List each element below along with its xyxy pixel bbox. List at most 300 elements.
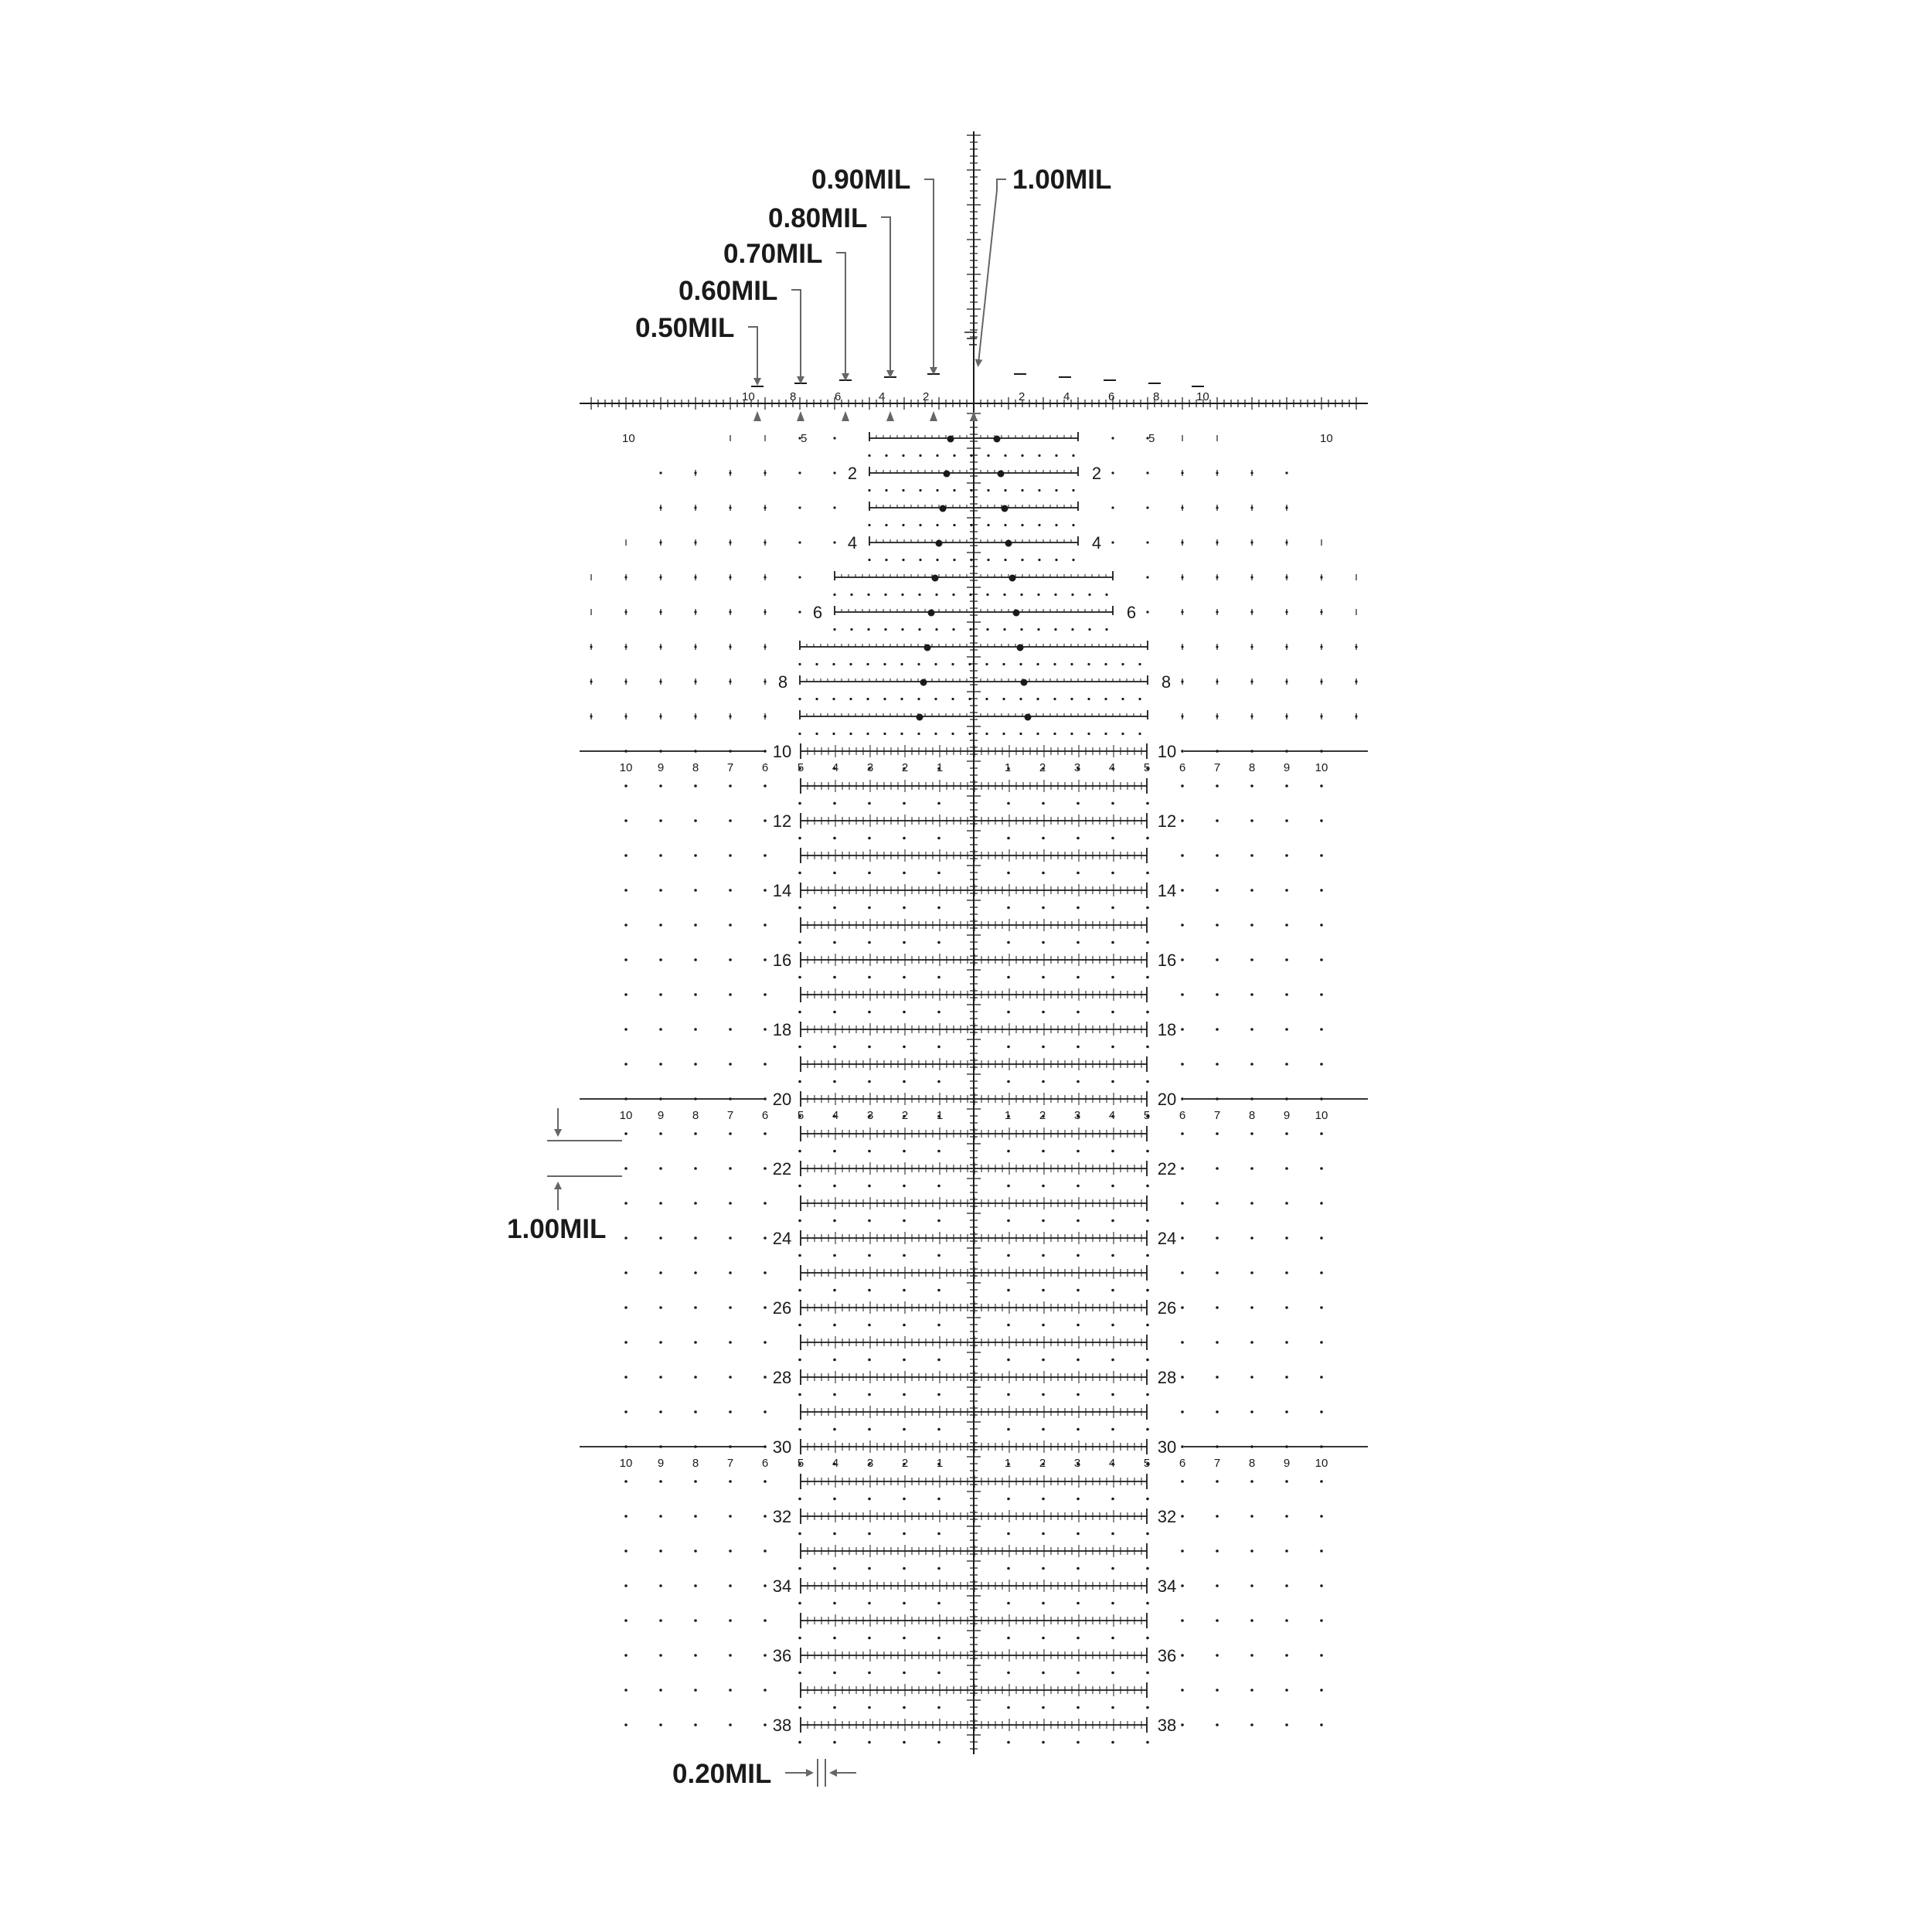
- grid-minor-dot: [1007, 837, 1010, 840]
- outer-dot: [729, 1028, 732, 1031]
- tree-minor-dot: [1004, 559, 1006, 561]
- grid-minor-dot: [833, 1150, 836, 1153]
- tree-side-dot: [833, 506, 835, 509]
- grid-minor-dot: [868, 1532, 871, 1536]
- tree-minor-dot: [970, 489, 972, 492]
- outer-dot: [1181, 1689, 1184, 1692]
- outer-dot: [1216, 784, 1219, 787]
- wind-label: 10: [619, 1109, 633, 1122]
- grid-minor-dot: [868, 1637, 871, 1640]
- tree-minor-dot: [815, 663, 818, 665]
- outer-dot: [1250, 1028, 1253, 1031]
- wind-label: 4: [832, 1457, 839, 1470]
- outer-dot: [694, 1619, 697, 1622]
- grid-minor-dot: [868, 1428, 871, 1431]
- wind-label: 8: [692, 761, 699, 774]
- grid-minor-dot: [1111, 976, 1114, 979]
- grid-minor-dot: [833, 802, 836, 805]
- outer-dot: [1216, 1619, 1219, 1622]
- outer-dot: [694, 1584, 697, 1587]
- row-label-right: 20: [1157, 1090, 1177, 1109]
- grid-minor-dot: [1007, 802, 1010, 805]
- grid-minor-dot: [1042, 802, 1045, 805]
- outer-dot: [729, 1515, 732, 1518]
- row-label-right: 10: [1157, 742, 1177, 761]
- grid-minor-dot: [1042, 1011, 1045, 1014]
- outer-dot: [1320, 1480, 1323, 1483]
- tree-minor-dot: [868, 489, 870, 492]
- tree-minor-dot: [1053, 698, 1056, 700]
- outer-dot: [694, 958, 697, 961]
- outer-dot: [1216, 1167, 1219, 1170]
- outer-dot: [1250, 1410, 1253, 1413]
- outer-dot: [1285, 1306, 1288, 1309]
- outer-dot: [729, 1480, 732, 1483]
- outer-dot: [764, 1654, 767, 1657]
- outer-dot: [694, 854, 697, 857]
- grid-minor-dot: [1111, 1532, 1114, 1536]
- row-label-left: 10: [772, 742, 792, 761]
- wind-label: 6: [761, 1457, 769, 1470]
- wind-label: 1: [936, 761, 944, 774]
- outer-dot: [1250, 1654, 1253, 1657]
- outer-dot: [1181, 1306, 1184, 1309]
- tree-minor-dot: [1002, 663, 1005, 665]
- outer-dot: [1320, 1445, 1323, 1448]
- outer-dot: [1320, 1723, 1323, 1726]
- outer-dot: [764, 1619, 767, 1622]
- tree-label-left: 2: [847, 464, 858, 483]
- callout-060-leader: [791, 290, 801, 380]
- outer-dot: [624, 1236, 628, 1240]
- outer-dot: [764, 923, 767, 927]
- outer-dot: [1285, 1689, 1288, 1692]
- tree-minor-dot: [987, 454, 989, 457]
- wind-label: 3: [866, 1109, 874, 1122]
- grid-minor-dot: [868, 1254, 871, 1257]
- tree-dot: [917, 714, 923, 721]
- tree-side-dot: [1146, 576, 1148, 578]
- outer-dot: [1320, 1689, 1323, 1692]
- tree-minor-dot: [798, 698, 801, 700]
- grid-minor-dot: [1007, 1254, 1010, 1257]
- h-upper-label: 6: [835, 390, 842, 403]
- row-label-right: 24: [1157, 1229, 1177, 1248]
- grid-minor-dot: [833, 1080, 836, 1083]
- tree-minor-dot: [1138, 733, 1141, 735]
- tree-minor-dot: [1071, 594, 1073, 596]
- outer-dot: [1285, 1132, 1288, 1135]
- grid-minor-dot: [1077, 941, 1080, 944]
- outer-dot: [624, 1271, 628, 1274]
- wind-label: 10: [1315, 1109, 1328, 1122]
- tree-minor-dot: [883, 733, 886, 735]
- tree-minor-dot: [1054, 594, 1056, 596]
- outer-dot: [1181, 1480, 1184, 1483]
- grid-minor-dot: [1042, 1498, 1045, 1501]
- wind-label: 4: [1108, 1109, 1116, 1122]
- outer-dot: [694, 1028, 697, 1031]
- wind-label: 10: [619, 761, 633, 774]
- grid-minor-dot: [868, 1080, 871, 1083]
- grid-minor-dot: [937, 976, 940, 979]
- grid-minor-dot: [798, 1741, 801, 1744]
- tree-minor-dot: [1053, 663, 1056, 665]
- outer-dot: [1320, 1167, 1323, 1170]
- grid-minor-dot: [1042, 1046, 1045, 1049]
- wind-label: 9: [657, 1457, 665, 1470]
- outer-dot: [624, 1549, 628, 1553]
- outer-dot: [1320, 1097, 1323, 1100]
- grid-minor-dot: [798, 837, 801, 840]
- tree-dot: [932, 575, 939, 582]
- wind-label: 3: [1073, 761, 1081, 774]
- grid-minor-dot: [903, 906, 906, 910]
- tree-minor-dot: [866, 663, 869, 665]
- outer-dot: [764, 1480, 767, 1483]
- grid-minor-dot: [1111, 1150, 1114, 1153]
- grid-minor-dot: [1042, 1428, 1045, 1431]
- outer-dot: [764, 750, 767, 753]
- tree-minor-dot: [1037, 594, 1039, 596]
- tree-minor-dot: [1088, 628, 1090, 631]
- grid-minor-dot: [937, 1046, 940, 1049]
- grid-minor-dot: [868, 1672, 871, 1675]
- h-lower-label: 5: [801, 432, 808, 445]
- grid-minor-dot: [903, 1359, 906, 1362]
- tree-minor-dot: [849, 733, 852, 735]
- grid-minor-dot: [1077, 1498, 1080, 1501]
- callout-090: 0.90MIL: [811, 165, 911, 195]
- wind-label: 9: [1283, 1457, 1291, 1470]
- outer-dot: [624, 750, 628, 753]
- grid-minor-dot: [903, 1046, 906, 1049]
- grid-minor-dot: [868, 1219, 871, 1223]
- grid-minor-dot: [1146, 941, 1149, 944]
- grid-minor-dot: [903, 1428, 906, 1431]
- left-spacing-callout: [507, 1108, 622, 1244]
- grid-minor-dot: [798, 1567, 801, 1570]
- tree-minor-dot: [1104, 698, 1107, 700]
- outer-dot: [659, 750, 662, 753]
- outer-dot: [1285, 1028, 1288, 1031]
- grid-minor-dot: [1077, 1567, 1080, 1570]
- outer-dot: [659, 889, 662, 892]
- outer-dot: [659, 993, 662, 996]
- callout-060: 0.60MIL: [679, 276, 778, 306]
- tree-minor-dot: [1105, 594, 1107, 596]
- tree-dot: [1005, 540, 1012, 547]
- grid-minor-dot: [833, 1428, 836, 1431]
- outer-dot: [694, 1376, 697, 1379]
- tree-minor-dot: [885, 489, 887, 492]
- tree-side-dot: [1111, 506, 1114, 509]
- grid-minor-dot: [903, 1219, 906, 1223]
- outer-dot: [1250, 819, 1253, 822]
- grid-minor-dot: [833, 1672, 836, 1675]
- tree-minor-dot: [934, 733, 937, 735]
- wind-label: 7: [726, 761, 734, 774]
- grid-minor-dot: [1146, 1011, 1149, 1014]
- outer-dot: [764, 1167, 767, 1170]
- grid-minor-dot: [833, 1359, 836, 1362]
- row-label-right: 18: [1157, 1020, 1177, 1039]
- outer-dot: [1320, 1028, 1323, 1031]
- tree-minor-dot: [1036, 698, 1039, 700]
- tree-dot: [1013, 610, 1020, 617]
- tree-minor-dot: [919, 489, 921, 492]
- tree-minor-dot: [815, 733, 818, 735]
- tree-minor-dot: [885, 454, 887, 457]
- tree-minor-dot: [985, 663, 988, 665]
- outer-dot: [1285, 1341, 1288, 1344]
- wind-label: 10: [619, 1457, 633, 1470]
- outer-dot: [694, 1480, 697, 1483]
- grid-minor-dot: [1111, 1567, 1114, 1570]
- grid-minor-dot: [1111, 1393, 1114, 1396]
- outer-dot: [1181, 819, 1184, 822]
- outer-dot: [729, 1549, 732, 1553]
- grid-minor-dot: [1146, 1393, 1149, 1396]
- h-lower-label: 10: [1320, 432, 1333, 445]
- grid-minor-dot: [1077, 1150, 1080, 1153]
- grid-minor-dot: [798, 1185, 801, 1188]
- grid-minor-dot: [868, 1602, 871, 1605]
- outer-dot: [1320, 1132, 1323, 1135]
- grid-minor-dot: [833, 1567, 836, 1570]
- tree-minor-dot: [832, 663, 835, 665]
- outer-dot: [1181, 1445, 1184, 1448]
- outer-dot: [1285, 1549, 1288, 1553]
- outer-dot: [694, 1689, 697, 1692]
- outer-dot: [1250, 1376, 1253, 1379]
- grid-minor-dot: [1111, 1011, 1114, 1014]
- grid-minor-dot: [1042, 1080, 1045, 1083]
- grid-minor-dot: [1146, 802, 1149, 805]
- grid-minor-dot: [868, 1011, 871, 1014]
- outer-dot: [1250, 1236, 1253, 1240]
- grid-minor-dot: [833, 1254, 836, 1257]
- grid-minor-dot: [1077, 1359, 1080, 1362]
- grid-minor-dot: [798, 906, 801, 910]
- tree-minor-dot: [1070, 663, 1073, 665]
- outer-dot: [694, 1515, 697, 1518]
- grid-minor-dot: [903, 1080, 906, 1083]
- outer-dot: [1181, 1549, 1184, 1553]
- tree-minor-dot: [1087, 733, 1090, 735]
- wind-label: 4: [832, 761, 839, 774]
- grid-minor-dot: [798, 1324, 801, 1327]
- grid-minor-dot: [903, 1150, 906, 1153]
- grid-minor-dot: [1111, 802, 1114, 805]
- grid-minor-dot: [903, 1741, 906, 1744]
- tree-dot: [928, 610, 935, 617]
- tree-minor-dot: [952, 594, 954, 596]
- outer-dot: [659, 1028, 662, 1031]
- grid-minor-dot: [903, 1567, 906, 1570]
- callout-080-leader: [881, 217, 890, 374]
- outer-dot: [694, 1549, 697, 1553]
- tree-minor-dot: [970, 524, 972, 526]
- grid-minor-dot: [1077, 906, 1080, 910]
- grid-minor-dot: [1042, 1289, 1045, 1292]
- grid-minor-dot: [937, 1672, 940, 1675]
- outer-dot: [624, 819, 628, 822]
- grid-minor-dot: [937, 802, 940, 805]
- wind-label: 3: [1073, 1457, 1081, 1470]
- wind-label: 8: [1248, 1109, 1256, 1122]
- tree-minor-dot: [1072, 489, 1074, 492]
- grid-minor-dot: [1007, 1359, 1010, 1362]
- tree-minor-dot: [1019, 663, 1022, 665]
- outer-dot: [1181, 1584, 1184, 1587]
- outer-dot: [659, 1341, 662, 1344]
- row-label-right: 22: [1157, 1159, 1177, 1179]
- callout-100-center: 1.00MIL: [1012, 165, 1112, 195]
- tree-minor-dot: [951, 698, 954, 700]
- outer-dot: [1320, 958, 1323, 961]
- grid-minor-dot: [1146, 1567, 1149, 1570]
- grid-minor-dot: [1077, 1637, 1080, 1640]
- vertical-stadia-ticks: [964, 135, 981, 1749]
- outer-dot: [1181, 1654, 1184, 1657]
- tree-minor-dot: [953, 559, 955, 561]
- outer-dot: [1216, 1236, 1219, 1240]
- tree-minor-dot: [986, 628, 988, 631]
- outer-dot: [1285, 1271, 1288, 1274]
- grid-minor-dot: [868, 976, 871, 979]
- tree-minor-dot: [884, 628, 886, 631]
- tree-minor-dot: [1104, 663, 1107, 665]
- tree-minor-dot: [970, 454, 972, 457]
- outer-dot: [1285, 1480, 1288, 1483]
- tree-minor-dot: [1087, 663, 1090, 665]
- grid-minor-dot: [868, 906, 871, 910]
- grid-minor-dot: [1111, 837, 1114, 840]
- tree-minor-dot: [1054, 628, 1056, 631]
- tree-minor-dot: [1070, 733, 1073, 735]
- outer-dot: [694, 1097, 697, 1100]
- tree-minor-dot: [850, 628, 852, 631]
- outer-dot: [764, 1410, 767, 1413]
- wind-label: 2: [1039, 761, 1046, 774]
- grid-minor-dot: [1077, 1532, 1080, 1536]
- tree-side-dot: [1146, 506, 1148, 509]
- outer-dot: [1320, 784, 1323, 787]
- tree-side-dot: [1146, 471, 1148, 474]
- tree-label-left: 4: [847, 533, 858, 553]
- wind-label: 9: [657, 1109, 665, 1122]
- outer-dot: [764, 1549, 767, 1553]
- tree-dot: [1009, 575, 1016, 582]
- grid-minor-dot: [833, 1602, 836, 1605]
- grid-minor-dot: [1111, 1359, 1114, 1362]
- grid-minor-dot: [833, 906, 836, 910]
- grid-minor-dot: [1007, 1324, 1010, 1327]
- grid-minor-dot: [798, 1011, 801, 1014]
- callout-100-leader: [978, 179, 1006, 363]
- grid-minor-dot: [1077, 837, 1080, 840]
- outer-dot: [729, 993, 732, 996]
- tree-minor-dot: [1038, 559, 1040, 561]
- outer-dot: [1285, 1167, 1288, 1170]
- h-upper-label: 10: [1196, 390, 1209, 403]
- outer-dot: [1181, 1063, 1184, 1066]
- wind-label: 7: [1213, 1109, 1221, 1122]
- grid-minor-dot: [798, 941, 801, 944]
- wind-label: 6: [1179, 761, 1186, 774]
- outer-dot: [1285, 1097, 1288, 1100]
- tree-dot: [947, 436, 954, 443]
- grid-minor-dot: [937, 1428, 940, 1431]
- outer-dot: [1250, 1097, 1253, 1100]
- grid-minor-dot: [833, 1637, 836, 1640]
- row-label-right: 28: [1157, 1368, 1177, 1387]
- tree-label-left: 6: [812, 603, 823, 622]
- row-label-right: 32: [1157, 1507, 1177, 1526]
- wind-label: 2: [901, 761, 909, 774]
- outer-dot: [729, 1376, 732, 1379]
- outer-dot: [729, 1202, 732, 1205]
- outer-dot: [624, 923, 628, 927]
- outer-dot: [764, 819, 767, 822]
- outer-dot: [1320, 1515, 1323, 1518]
- grid-minor-dot: [1111, 1219, 1114, 1223]
- wind-label: 5: [797, 1109, 804, 1122]
- row-label-right: 36: [1157, 1646, 1177, 1665]
- grid-minor-dot: [1007, 1706, 1010, 1709]
- grid-minor-dot: [1007, 1080, 1010, 1083]
- row-label-left: 36: [772, 1646, 792, 1665]
- outer-dot: [729, 1167, 732, 1170]
- outer-dot: [1285, 1445, 1288, 1448]
- outer-dot: [624, 1723, 628, 1726]
- grid-minor-dot: [1007, 1741, 1010, 1744]
- outer-dot: [1320, 854, 1323, 857]
- grid-minor-dot: [1146, 906, 1149, 910]
- wind-label: 10: [1315, 1457, 1328, 1470]
- grid-minor-dot: [937, 1185, 940, 1188]
- outer-dot: [659, 1132, 662, 1135]
- wind-label: 5: [1143, 761, 1151, 774]
- outer-dot: [1216, 1097, 1219, 1100]
- tree-minor-dot: [832, 733, 835, 735]
- tree-minor-dot: [868, 524, 870, 526]
- tree-minor-dot: [798, 663, 801, 665]
- grid-minor-dot: [1146, 1741, 1149, 1744]
- tree-minor-dot: [1003, 628, 1005, 631]
- grid-minor-dot: [1042, 1359, 1045, 1362]
- tree-minor-dot: [1004, 489, 1006, 492]
- outer-dot: [659, 1097, 662, 1100]
- tree-minor-dot: [935, 628, 937, 631]
- outer-dot: [1285, 1202, 1288, 1205]
- outer-dot: [624, 1515, 628, 1518]
- wind-label: 2: [1039, 1109, 1046, 1122]
- outer-dot: [1320, 1236, 1323, 1240]
- tree-minor-dot: [900, 733, 903, 735]
- outer-dot: [1216, 1202, 1219, 1205]
- tree-minor-dot: [902, 559, 904, 561]
- tree-minor-dot: [1020, 594, 1022, 596]
- wind-label: 8: [1248, 1457, 1256, 1470]
- grid-minor-dot: [1111, 1254, 1114, 1257]
- tree-minor-dot: [1004, 524, 1006, 526]
- grid-minor-dot: [1111, 1706, 1114, 1709]
- grid-minor-dot: [1042, 1219, 1045, 1223]
- row-label-left: 18: [772, 1020, 792, 1039]
- outer-dot: [659, 1202, 662, 1205]
